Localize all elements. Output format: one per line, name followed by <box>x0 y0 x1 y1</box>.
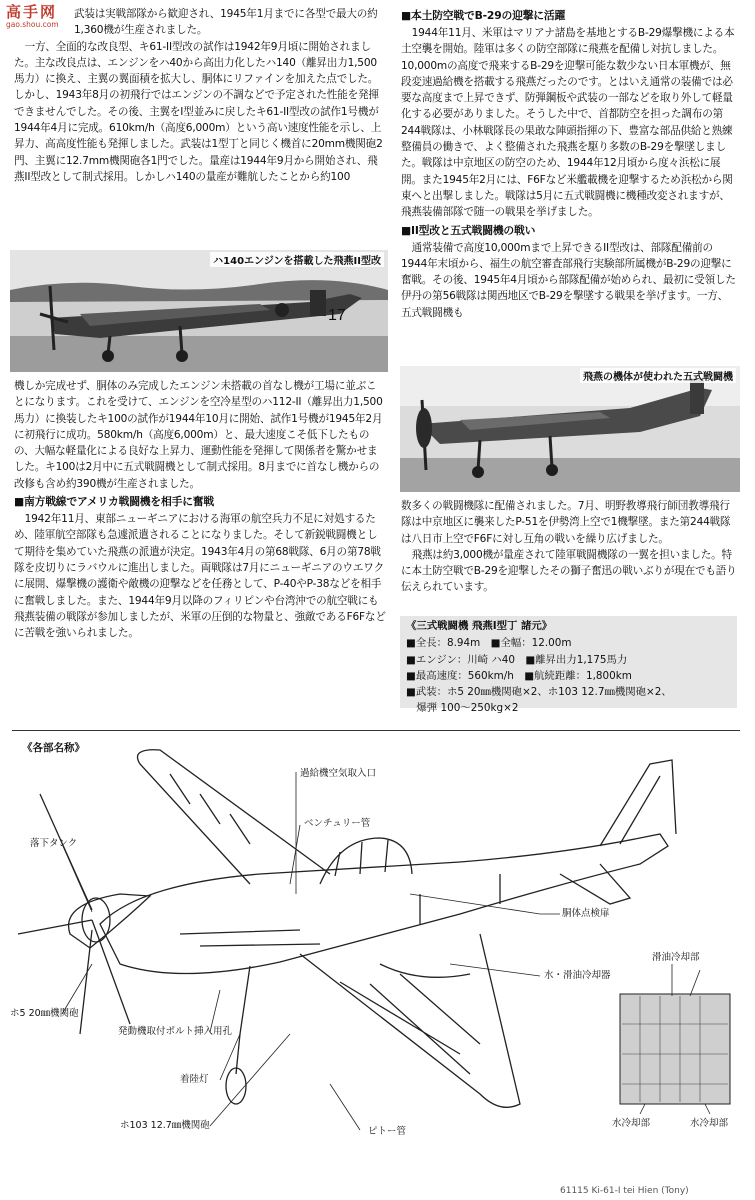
spec-row: ■全長：8.94m ■全幅：12.00m <box>406 637 572 650</box>
right-para-1: 1944年11月、米軍はマリアナ諸島を基地とするB-29爆撃機による本土空襲を開始。陸軍は多くの防空部隊に飛燕を配備し対抗しました。10,000mの高度で飛来するB-29を迎撃可能な数少ない日本軍機が、無段変速過給機を搭載する飛燕だったのです。とはいえ通常の装備では必要な高度まで上昇できず、防弾鋼板や武装の一部などを取り外して軽量化する必要がありました。そうした中で、首都防空を担った調布の第244戦隊は、小林戦隊長の果敢な陣頭指揮の下、豊富な部品供給と熟練整備員の働きで、よく整備された飛燕を駆り多数のB-29を撃墜しました。戦隊は中京地区の防空のため、1944年12月頃から度々浜松に展開。また1945年2月には、F6Fなど米艦載機を迎撃するため浜松から関東へと出撃しました。戦隊は5月に五式戦闘機に機種改変されますが、飛燕装備部隊で随一の戦果を挙げました。 <box>401 27 735 219</box>
label-fuselage-hatch: 胴体点検扉 <box>562 908 610 919</box>
label-ho103-mg: ホ103 12.7㎜機関砲 <box>120 1120 210 1131</box>
photo-type5-fighter <box>400 366 740 492</box>
label-radiator: 水・滑油冷却器 <box>544 970 611 981</box>
right-section-heading-2: ■II型改と五式戦闘機の戦い <box>401 223 536 237</box>
spec-row: 爆弾 100〜250kg×2 <box>406 702 519 715</box>
left-para-4: 1942年11月、東部ニューギニアにおける海軍の航空兵力不足に対処するため、陸軍航空部隊も急遽派遣されることになりました。そして新鋭戦闘機として期待を集めていた飛燕の派遣が決定。1943年4月の第68戦隊、6月の第78戦隊を皮切りにラバウルに進出しました。両戦隊は7月にニューギニアのウエワクに展開、爆撃機の護衛や敵機の迎撃などを任務として、P-40やP-38などを相手に奮戦しました。また、1944年9月以降のフィリピンや台湾沖での航空戦にも飛燕装備の戦隊が参加しましたが、米軍の圧倒的な物量と、強敵であるF6Fなどに苦戦を強いられました。 <box>14 513 386 640</box>
parts-diagram <box>0 734 755 1180</box>
page-footer: 61115 Ki-61-I tei Hien (Tony) <box>560 1186 689 1196</box>
photo1-caption: ハ140エンジンを搭載した飛燕II型改 <box>210 252 384 267</box>
spec-row: ■エンジン：川崎 ハ40 ■離昇出力1,175馬力 <box>406 653 628 666</box>
label-pitot-tube: ピトー管 <box>368 1126 407 1137</box>
right-para-4: 飛燕は約3,000機が量産されて陸軍戦闘機隊の一翼を担いました。特に本土防空戦でB-29を迎撃したその獅子奮迅の戦いぶりが現在でも語り伝えられています。 <box>401 548 737 594</box>
spec-row: ■最高速度：560km/h ■航続距離：1,800km <box>406 669 632 682</box>
label-drop-tank: 落下タンク <box>30 838 78 849</box>
spec-title: 《三式戦闘機 飛燕I型丁 諸元》 <box>406 620 553 632</box>
label-engine-bolt-hole: 発動機取付ボルト挿入用孔 <box>118 1026 233 1037</box>
photo2-caption: 飛燕の機体が使われた五式戦闘機 <box>580 368 736 383</box>
left-para-2: 一方、全面的な改良型、キ61-II型改の試作は1942年9月頃に開始されました。主な改良点は、エンジンをハ40から高出力化したハ140（離昇出力1,500馬力）に換え、主翼の翼面積を拡大し、胴体にリファインを加えた点でした。しかし、1943年8月の初飛行ではエンジンの不調などで予定された性能を発揮できませんでした。その後、主翼をI型並みに戻したキ61-II型改の試作1号機が1944年4月に完成。610km/h（高度6,000m）という高い速度性能を示し、上昇力、高高度性能も発揮しました。武装は1型丁と同じく機首に20mm機関砲2門、主翼に12.7mm機関砲各1門でした。量産は1944年9月から開始され、飛燕II型改として制式採用。しかしハ140の量産が難航したことから約100 <box>14 40 383 183</box>
aircraft-line-drawing <box>0 734 755 1180</box>
left-section-heading: ■南方戦線でアメリカ戦闘機を相手に奮戦 <box>14 495 214 509</box>
section-divider <box>12 730 740 731</box>
label-ho5-cannon: ホ5 20㎜機関砲 <box>10 1008 79 1019</box>
right-column-top <box>401 6 738 321</box>
label-landing-light: 着陸灯 <box>180 1074 209 1085</box>
photo-hien-type2-kai <box>10 250 388 372</box>
label-water-cooler-right: 水冷却部 <box>690 1118 729 1129</box>
aircraft-photo-1 <box>10 250 388 372</box>
aircraft-photo-2 <box>400 366 740 492</box>
label-oil-cooler-section: 滑油冷却部 <box>652 952 700 963</box>
diagram-title: 《各部名称》 <box>22 742 85 754</box>
logo-name: 高手网 <box>6 3 58 21</box>
label-water-cooler-left: 水冷却部 <box>612 1118 651 1129</box>
right-para-2: 通常装備で高度10,000mまで上昇できるII型改は、部隊配備前の1944年末頃から、福生の航空審査部飛行実験部所属機がB-29の迎撃に奮戦。その後、1945年4月頃から部隊配備が始められ、最初に受領した伊丹の第56戦隊は関西地区でB-29を撃墜する戦果を挙げます。一方、五式戦闘機も <box>401 241 736 319</box>
logo-sub: gao.shou.com <box>6 20 59 29</box>
spec-box <box>400 616 737 715</box>
right-column-bottom <box>401 498 738 596</box>
spec-row: ■武装：ホ5 20㎜機関砲×2、ホ103 12.7㎜機関砲×2、 <box>406 686 672 699</box>
right-section-heading-1: ■本土防空戦でB-29の迎撃に活躍 <box>401 9 566 22</box>
left-para-1: 武装は実戦部隊から歓迎され、1945年1月までに各型で最大の約1,360機が生産されました。 <box>74 8 378 37</box>
label-supercharger-intake: 過給機空気取入口 <box>300 768 377 779</box>
svg-text:17: 17 <box>328 307 346 324</box>
left-column-bottom <box>14 378 386 641</box>
left-para-3: 機しか完成せず、胴体のみ完成したエンジン未搭載の首なし機が工場に並ぶことになります。これを受けて、エンジンを空冷星型のハ112-II（離昇出力1,500馬力）に換装したキ100の試作が1944年10月に開始、試作1号機が1945年2月に初飛行に成功。580km/h（高度6,000m）と、最大速度こそ低下したものの、大幅な軽量化による良好な上昇力、運動性能を発揮して関係者を驚かせました。キ100は2月中に五式戦闘機として制式採用。8月までに首なし機からの改修も含め約390機が生産されました。 <box>14 380 383 490</box>
label-venturi: ベンチュリー管 <box>304 818 371 829</box>
left-column-top <box>14 6 386 185</box>
right-para-3: 数多くの戦闘機隊に配備されました。7月、明野教導飛行師団教導飛行隊は中京地区に襲来したP-51を伊勢湾上空で1機撃墜。また第244戦隊は八日市上空でF6Fに対し互角の戦いを繰り広げました。 <box>401 500 731 545</box>
